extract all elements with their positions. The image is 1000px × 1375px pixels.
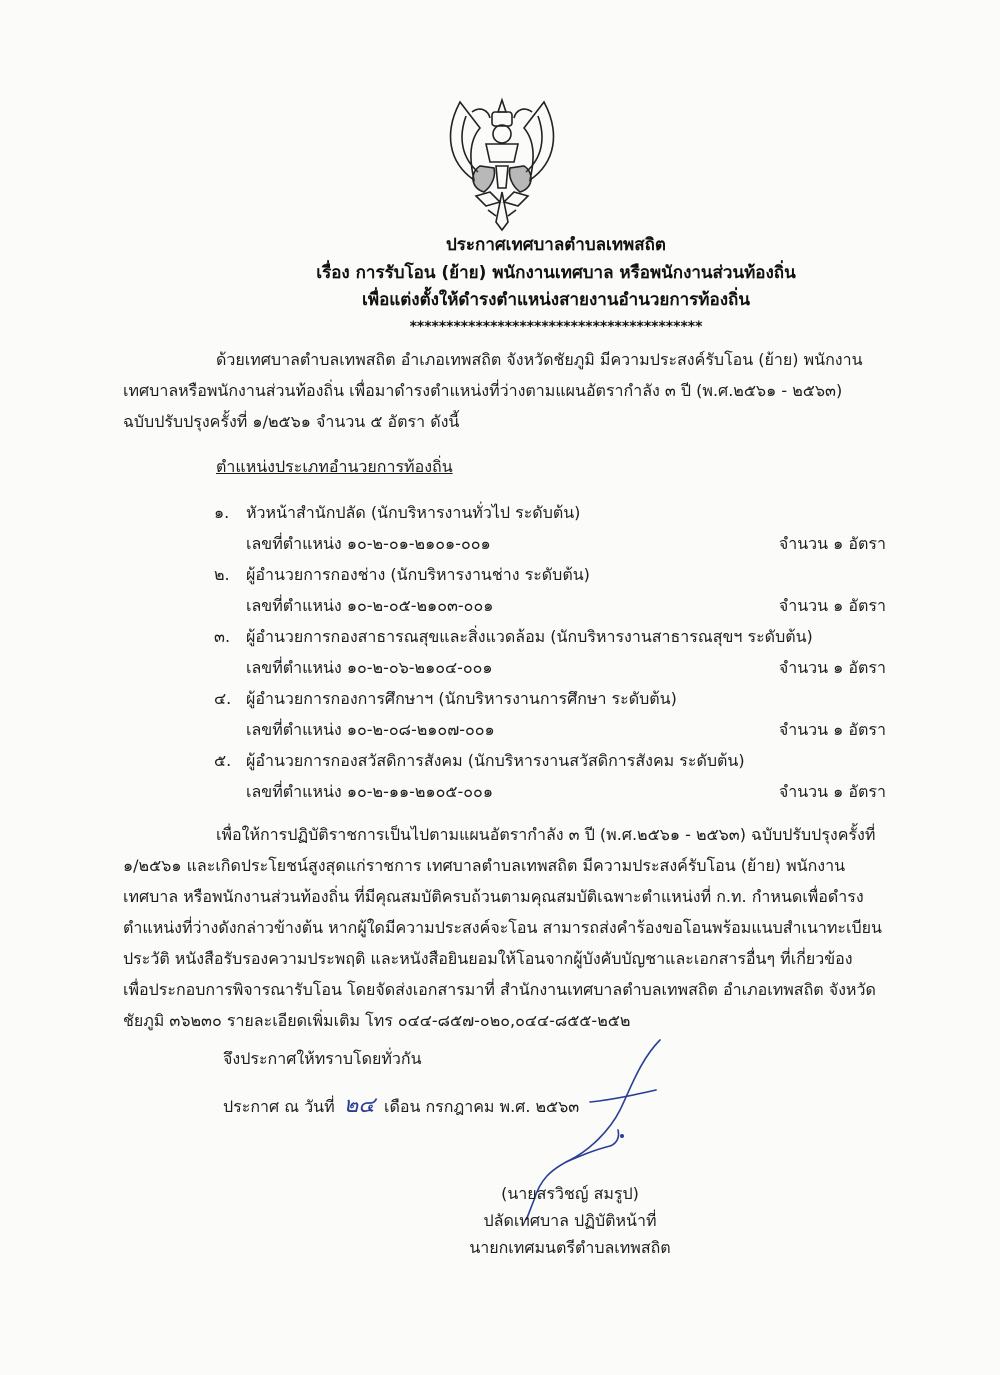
- position-code: เลขที่ตำแหน่ง ๑๐-๒-๐๘-๒๑๐๗-๐๐๑: [246, 720, 495, 739]
- position-count: จำนวน ๑ อัตรา: [778, 782, 886, 801]
- position-title-row: [214, 745, 886, 776]
- body-paragraph: [123, 819, 885, 1036]
- position-count: จำนวน ๑ อัตรา: [778, 720, 886, 739]
- body-line: ๑/๒๕๖๑ และเกิดประโยชน์สูงสุดแก่ราชการ เทศบาลตำบลเทพสถิต มีความประสงค์รับโอน (ย้าย) พนักงาน: [123, 856, 846, 875]
- position-number: ๑.: [214, 503, 230, 522]
- position-code-row: [214, 528, 886, 559]
- position-code: เลขที่ตำแหน่ง ๑๐-๒-๐๕-๒๑๐๓-๐๐๑: [246, 596, 494, 615]
- closing-statement: จึงประกาศให้ทราบโดยทั่วกัน: [223, 1049, 422, 1068]
- position-code-row: [214, 714, 886, 745]
- body-line: ชัยภูมิ ๓๖๒๓๐ รายละเอียดเพิ่มเติม โทร ๐๔๔-๘๕๗-๐๒๐,๐๔๔-๘๕๕-๒๕๒: [123, 1011, 631, 1030]
- position-title: ผู้อำนวยการกองสาธารณสุขและสิ่งแวดล้อม (นักบริหารงานสาธารณสุขฯ ระดับต้น): [246, 627, 813, 646]
- position-code: เลขที่ตำแหน่ง ๑๐-๒-๑๑-๒๑๐๕-๐๐๑: [246, 782, 493, 801]
- announcement-subject: เรื่อง การรับโอน (ย้าย) พนักงานเทศบาล หรือพนักงานส่วนท้องถิ่น: [316, 263, 796, 283]
- body-line: เทศบาล หรือพนักงานส่วนท้องถิ่น ที่มีคุณสมบัติครบถ้วนตามคุณสมบัติเฉพาะตำแหน่งที่ ก.ท. กำหนดเพื่อดำรง: [123, 887, 864, 906]
- position-code-row: [214, 590, 886, 621]
- position-title-row: [214, 621, 886, 652]
- positions-list: [214, 497, 886, 807]
- position-title: ผู้อำนวยการกองสวัสดิการสังคม (นักบริหารงานสวัสดิการสังคม ระดับต้น): [246, 751, 745, 770]
- position-code: เลขที่ตำแหน่ง ๑๐-๒-๐๑-๒๑๐๑-๐๐๑: [246, 534, 491, 553]
- position-title-row: [214, 497, 886, 528]
- position-title: ผู้อำนวยการกองการศึกษาฯ (นักบริหารงานการศึกษา ระดับต้น): [246, 689, 677, 708]
- position-count: จำนวน ๑ อัตรา: [778, 534, 886, 553]
- signatory-block: [420, 1180, 720, 1261]
- body-line: เพื่อให้การปฏิบัติราชการเป็นไปตามแผนอัตรากำลัง ๓ ปี (พ.ศ.๒๕๖๑ - ๒๕๖๓) ฉบับปรับปรุงครั้งที่: [216, 825, 876, 844]
- signatory-name: (นายสรวิชญ์ สมรูป): [501, 1184, 639, 1203]
- position-number: ๕.: [214, 751, 232, 770]
- announcement-subject-line-2: เพื่อแต่งตั้งให้ดำรงตำแหน่งสายงานอำนวยการท้องถิ่น: [362, 290, 750, 310]
- body-line: ตำแหน่งที่ว่างดังกล่าวข้างต้น หากผู้ใดมีความประสงค์จะโอน สามารถส่งคำร้องขอโอนพร้อมแนบสำเนาทะเบียน: [123, 918, 882, 937]
- intro-paragraph: [123, 344, 885, 437]
- position-number: ๒.: [214, 565, 230, 584]
- body-line: ประวัติ หนังสือรับรองความประพฤติ และหนังสือยินยอมให้โอนจากผู้บังคับบัญชาและเอกสารอื่นๆ ที่เกี่ยวข้อง: [123, 949, 853, 968]
- position-count: จำนวน ๑ อัตรา: [778, 658, 886, 677]
- position-code: เลขที่ตำแหน่ง ๑๐-๒-๐๖-๒๑๐๔-๐๐๑: [246, 658, 493, 677]
- intro-line: ด้วยเทศบาลตำบลเทพสถิต อำเภอเทพสถิต จังหวัดชัยภูมิ มีความประสงค์รับโอน (ย้าย) พนักงาน: [216, 350, 863, 369]
- handwritten-day: ๒๔: [343, 1093, 375, 1118]
- position-title: ผู้อำนวยการกองช่าง (นักบริหารงานช่าง ระดับต้น): [246, 565, 590, 584]
- position-number: ๔.: [214, 689, 232, 708]
- date-month-year: เดือน กรกฎาคม พ.ศ. ๒๕๖๓: [384, 1097, 580, 1116]
- intro-line: ฉบับปรับปรุงครั้งที่ ๑/๒๕๖๑ จำนวน ๕ อัตรา ดังนี้: [123, 412, 460, 431]
- position-count: จำนวน ๑ อัตรา: [778, 596, 886, 615]
- intro-line: เทศบาลหรือพนักงานส่วนท้องถิ่น เพื่อมาดำรงตำแหน่งที่ว่างตามแผนอัตรากำลัง ๓ ปี (พ.ศ.๒๕๖๑ - ๒๕๖๓): [123, 381, 843, 400]
- position-title-row: [214, 559, 886, 590]
- position-code-row: [214, 652, 886, 683]
- body-line: เพื่อประกอบการพิจารณารับโอน โดยจัดส่งเอกสารมาที่ สำนักงานเทศบาลตำบลเทพสถิต อำเภอเทพสถิต จังหวัด: [123, 980, 876, 999]
- position-title-row: [214, 683, 886, 714]
- position-title: หัวหน้าสำนักปลัด (นักบริหารงานทั่วไป ระดับต้น): [246, 503, 581, 522]
- position-number: ๓.: [214, 627, 231, 646]
- signatory-position: ปลัดเทศบาล ปฏิบัติหน้าที่: [483, 1211, 657, 1230]
- signatory-acting-position: นายกเทศมนตรีตำบลเทพสถิต: [469, 1238, 671, 1257]
- announcement-title: ประกาศเทศบาลตำบลเทพสถิต: [446, 235, 666, 255]
- position-code-row: [214, 776, 886, 807]
- date-prefix: ประกาศ ณ วันที่: [223, 1097, 335, 1116]
- garuda-emblem-icon: [440, 92, 564, 232]
- section-heading: ตำแหน่งประเภทอำนวยการท้องถิ่น: [216, 457, 453, 476]
- separator-asterisks: ****************************************: [409, 319, 703, 335]
